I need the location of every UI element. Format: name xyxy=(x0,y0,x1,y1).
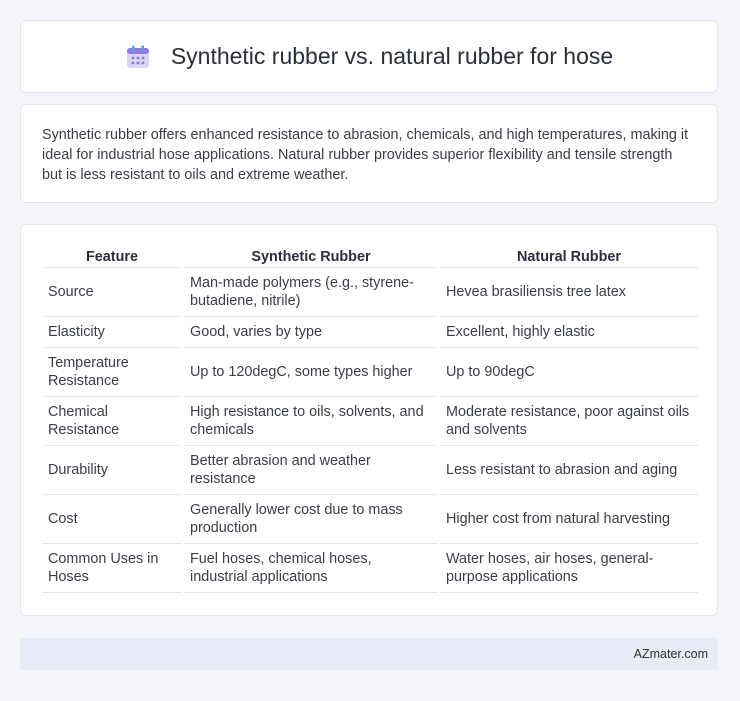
comparison-table xyxy=(40,247,700,593)
footer xyxy=(20,638,718,670)
summary-card xyxy=(20,104,718,203)
header-synthetic-rubber: Synthetic Rubber xyxy=(184,247,438,268)
table-row xyxy=(42,446,698,495)
comparison-table-card xyxy=(20,224,718,616)
table-cell-synthetic: Fuel hoses, chemical hoses, industrial applications xyxy=(184,544,438,593)
table-cell-natural: Higher cost from natural harvesting xyxy=(440,495,698,544)
table-cell-synthetic: Good, varies by type xyxy=(184,317,438,348)
footer-site-link[interactable]: AZmater.com xyxy=(633,647,708,661)
table-cell-natural: Less resistant to abrasion and aging xyxy=(440,446,698,495)
table-cell-synthetic: High resistance to oils, solvents, and chemicals xyxy=(184,397,438,446)
table-cell-synthetic: Generally lower cost due to mass production xyxy=(184,495,438,544)
table-cell-synthetic: Up to 120degC, some types higher xyxy=(184,348,438,397)
table-cell-feature: Durability xyxy=(42,446,182,495)
table-cell-natural: Excellent, highly elastic xyxy=(440,317,698,348)
page-title: Synthetic rubber vs. natural rubber for hose xyxy=(170,43,614,69)
table-cell-feature: Elasticity xyxy=(42,317,182,348)
table-header-row xyxy=(42,247,698,268)
summary-text: Synthetic rubber offers enhanced resistance to abrasion, chemicals, and high temperatures, making it ideal for industrial hose applications. Natural rubber provides superior flexibility and tensile strength but is less resistant to oils and extreme weather. xyxy=(42,127,689,183)
table-cell-natural: Hevea brasiliensis tree latex xyxy=(440,268,698,317)
header-feature: Feature xyxy=(42,247,182,268)
table-row xyxy=(42,348,698,397)
table-cell-feature: Chemical Resistance xyxy=(42,397,182,446)
table-cell-feature: Cost xyxy=(42,495,182,544)
header-natural-rubber: Natural Rubber xyxy=(440,247,698,268)
table-cell-natural: Moderate resistance, poor against oils and solvents xyxy=(440,397,698,446)
table-cell-feature: Source xyxy=(42,268,182,317)
table-row xyxy=(42,317,698,348)
title-card xyxy=(20,20,718,93)
title-wrap xyxy=(125,43,613,70)
table-row xyxy=(42,268,698,317)
table-row xyxy=(42,495,698,544)
table-cell-natural: Water hoses, air hoses, general-purpose applications xyxy=(440,544,698,593)
table-cell-feature: Temperature Resistance xyxy=(42,348,182,397)
calendar-icon xyxy=(125,44,151,70)
table-cell-feature: Common Uses in Hoses xyxy=(42,544,182,593)
table-cell-synthetic: Better abrasion and weather resistance xyxy=(184,446,438,495)
table-row xyxy=(42,544,698,593)
table-cell-natural: Up to 90degC xyxy=(440,348,698,397)
table-row xyxy=(42,397,698,446)
table-cell-synthetic: Man-made polymers (e.g., styrene-butadiene, nitrile) xyxy=(184,268,438,317)
